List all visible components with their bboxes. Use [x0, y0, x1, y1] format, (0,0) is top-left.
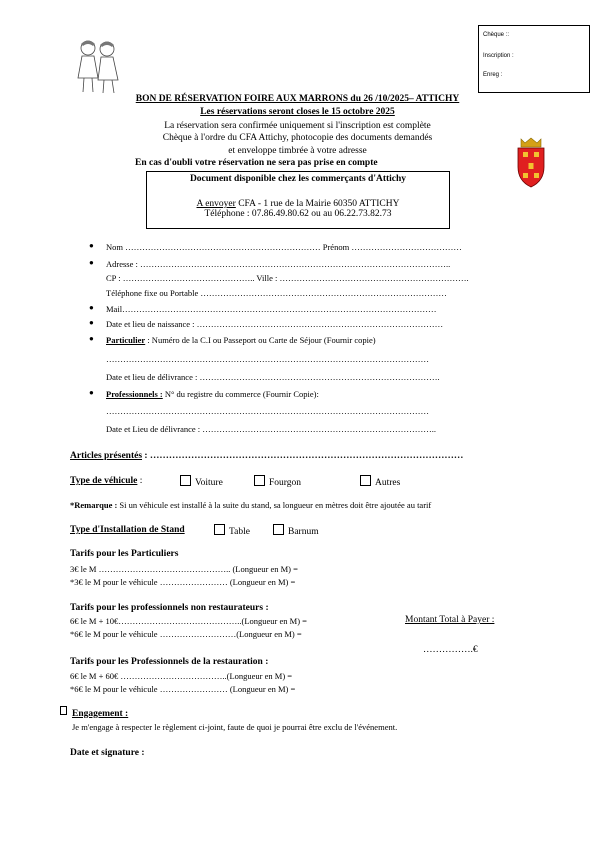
doc-box-phone: Téléphone : 07.86.49.80.62 ou au 06.22.73.82.73	[204, 209, 392, 219]
form-title: BON DE RÉSERVATION FOIRE AUX MARRONS du 26 /10/2025– ATTICHY	[135, 94, 460, 104]
bullet: ●	[89, 318, 94, 327]
articles-dots: : ………………………………………………………………………………………	[142, 451, 464, 461]
nom-prenom-field[interactable]: Nom …………………………………………………………… Prénom …………………………………	[106, 242, 462, 252]
bullet: ●	[89, 334, 94, 343]
articles-field[interactable]	[70, 451, 463, 461]
doc-box-title: Document disponible chez les commerçants d'Attichy	[189, 174, 407, 184]
tarifs-particuliers-title: Tarifs pour les Particuliers	[70, 549, 179, 559]
tarif-pro-stand[interactable]: 6€ le M + 10€……………………………………..(Longueur en M) =	[70, 616, 307, 626]
tarif-particulier-stand[interactable]: 3€ le M ……………………………………….. (Longueur en M) =	[70, 564, 298, 574]
header-line-2: Chèque à l'ordre du CFA Attichy, photocopie des documents demandés	[162, 133, 433, 143]
installation-label: Type d'Installation de Stand	[70, 525, 185, 535]
professionnel-line	[106, 389, 319, 399]
enreg-label: Enreg :	[483, 72, 503, 78]
doc-box-address	[147, 199, 449, 209]
engagement-text: Je m'engage à respecter le règlement ci-joint, faute de quoi je pourrai être exclu de l'événement.	[72, 722, 398, 732]
document-info-box	[146, 171, 450, 229]
pro-text: N° du registre du commerce (Fournir Copie):	[162, 389, 319, 399]
coat-of-arms-icon	[515, 137, 547, 189]
adresse-field[interactable]: Adresse : ………………………………………………………………………………………………..	[106, 259, 451, 269]
mail-field[interactable]: Mail…………………………………………………………………………………………………	[106, 304, 437, 314]
registre-commerce-field[interactable]: ……………………………………………………………………………………………………	[106, 406, 429, 416]
tarifs-pro-title: Tarifs pour les professionnels non restaurateurs :	[70, 603, 269, 613]
delivrance-pro-field[interactable]: Date et Lieu de délivrance : ………………………………………………………………………..	[106, 424, 437, 434]
engagement-title: Engagement :	[72, 709, 129, 719]
header-line-1: La réservation sera confirmée uniquement si l'inscription est complète	[164, 121, 431, 131]
autres-option[interactable]	[360, 475, 400, 488]
voiture-label: Voiture	[195, 478, 223, 488]
children-illustration	[74, 38, 122, 96]
installation-type-label	[70, 525, 185, 535]
montant-total-field[interactable]: …………….€	[423, 645, 478, 655]
cheque-label: Chèque ::	[483, 32, 510, 38]
tarif-pro-vehicule[interactable]: *6€ le M pour le véhicule ………………………(Longueur en M) =	[70, 629, 302, 639]
closing-date: Les réservations seront closes le 15 octobre 2025	[200, 107, 395, 117]
montant-total-label: Montant Total à Payer :	[405, 615, 495, 625]
remarque-label: *Remarque :	[70, 500, 118, 510]
bullet: ●	[89, 258, 94, 267]
barnum-option[interactable]	[273, 524, 319, 537]
bullet: ●	[89, 241, 94, 250]
remarque-text: Si un véhicule est installé à la suite du stand, sa longueur en mètres doit être ajoutée au tarif	[117, 500, 432, 510]
tarif-resto-vehicule[interactable]: *6€ le M pour le véhicule …………………… (Longueur en M) =	[70, 684, 296, 694]
delivrance-particulier-field[interactable]: Date et lieu de délivrance : ………………………………………………………………………….	[106, 372, 440, 382]
articles-label: Articles présentés	[70, 451, 143, 461]
voiture-option[interactable]	[180, 475, 223, 488]
vehicule-label: Type de véhicule	[70, 476, 138, 486]
vehicule-type-label	[70, 476, 142, 486]
barnum-label: Barnum	[288, 527, 319, 537]
autres-checkbox[interactable]	[360, 475, 371, 486]
warning-text: En cas d'oubli votre réservation ne sera pas prise en compte	[135, 158, 378, 168]
header-line-3: et enveloppe timbrée à votre adresse	[228, 146, 367, 156]
engagement-checkbox[interactable]	[60, 706, 67, 715]
barnum-checkbox[interactable]	[273, 524, 284, 535]
naissance-field[interactable]: Date et lieu de naissance : ……………………………………………………………………………	[106, 319, 444, 329]
fourgon-option[interactable]	[254, 475, 301, 488]
particulier-text: : Numéro de la C.I ou Passeport ou Carte de Séjour (Fournir copie)	[145, 335, 376, 345]
bullet: ●	[89, 388, 94, 397]
fourgon-label: Fourgon	[269, 478, 302, 488]
send-address: CFA - 1 rue de la Mairie 60350 ATTICHY	[235, 199, 400, 209]
vehicule-colon: :	[137, 476, 143, 486]
send-label: A envoyer	[196, 199, 236, 209]
tarif-resto-stand[interactable]: 6€ le M + 60€ ………………………………..(Longueur en M) =	[70, 671, 293, 681]
inscription-label: Inscription :	[483, 53, 514, 59]
table-label: Table	[229, 527, 250, 537]
particulier-label: Particulier	[106, 335, 146, 345]
autres-label: Autres	[375, 478, 401, 488]
table-checkbox[interactable]	[214, 524, 225, 535]
remarque-note	[70, 500, 431, 510]
signature-label: Date et signature :	[70, 748, 145, 758]
tarifs-resto-title: Tarifs pour les Professionnels de la restauration :	[70, 657, 269, 667]
particulier-line	[106, 335, 376, 345]
table-option[interactable]	[214, 524, 250, 537]
pro-label: Professionnels :	[106, 389, 163, 399]
bullet: ●	[89, 303, 94, 312]
telephone-field[interactable]: Téléphone fixe ou Portable ……………………………………………………………………………	[106, 288, 447, 298]
fourgon-checkbox[interactable]	[254, 475, 265, 486]
voiture-checkbox[interactable]	[180, 475, 191, 486]
tarif-particulier-vehicule[interactable]: *3€ le M pour le véhicule …………………… (Longueur en M) =	[70, 577, 296, 587]
admin-box	[478, 25, 590, 93]
cp-ville-field[interactable]: CP : ……………………………………….. Ville : ………………………………………………………….	[106, 273, 469, 283]
particulier-id-field[interactable]: ……………………………………………………………………………………………………	[106, 354, 429, 364]
